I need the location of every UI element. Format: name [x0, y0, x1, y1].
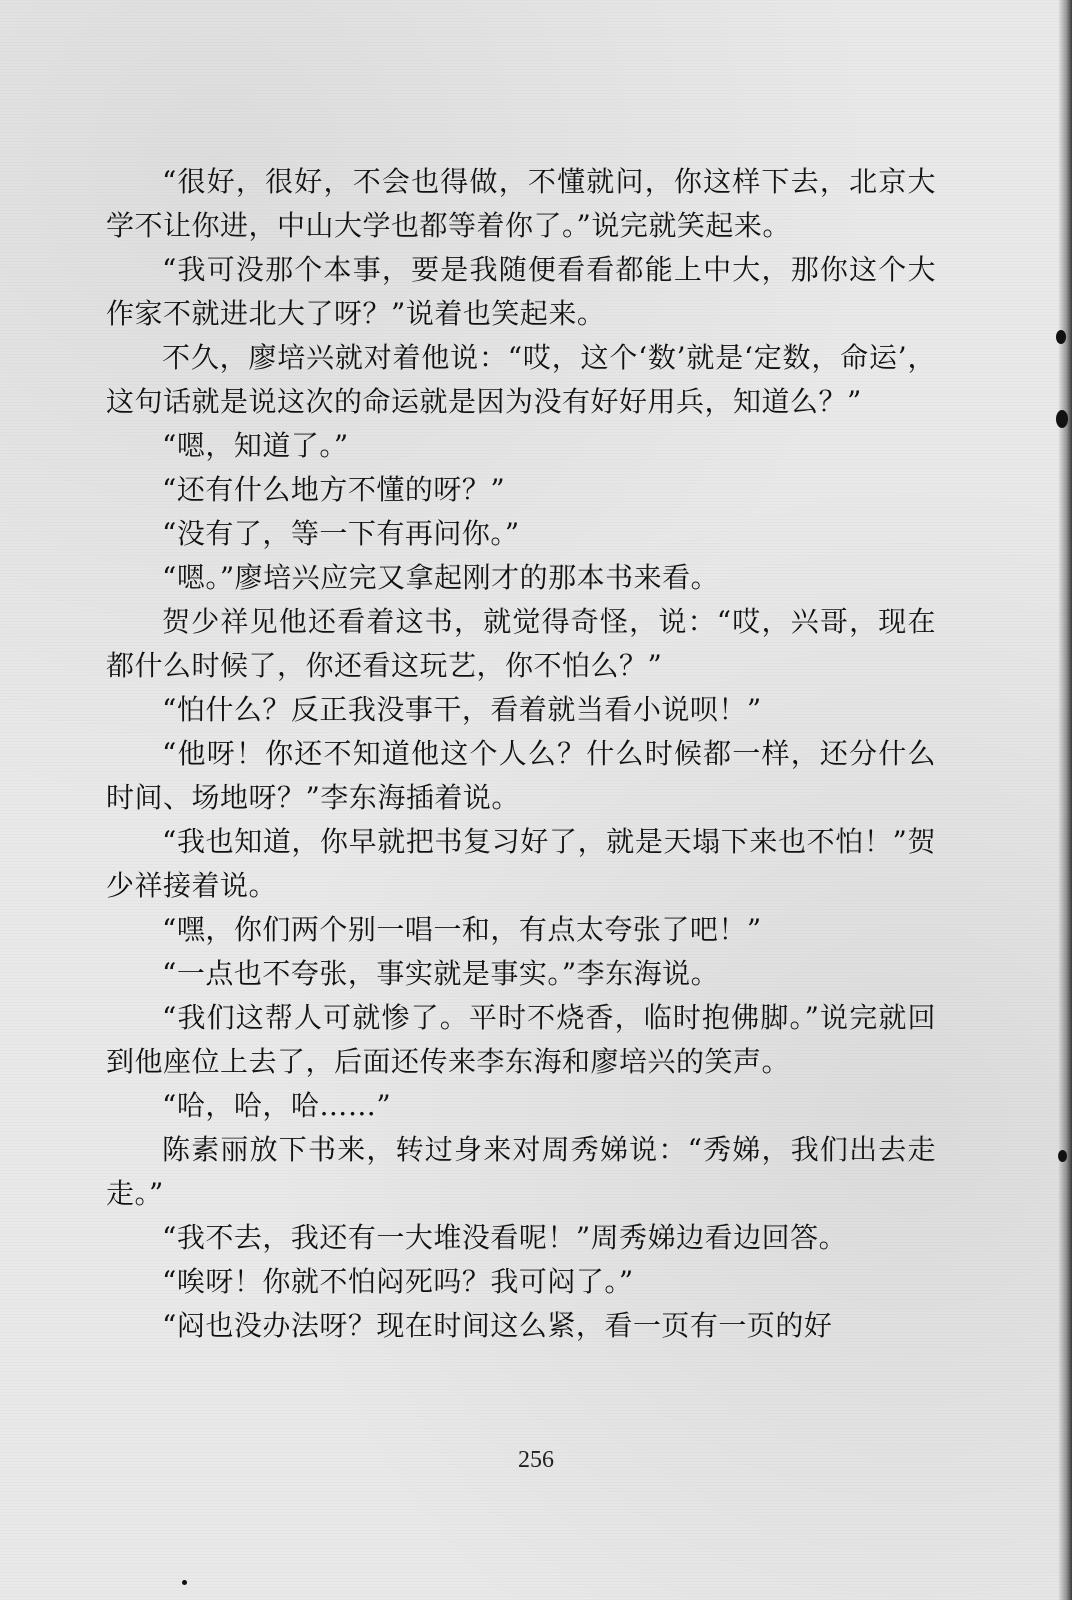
body-text	[106, 160, 936, 1348]
paragraph: “他呀！你还不知道他这个人么？什么时候都一样，还分什么时间、场地呀？”李东海插着说。	[106, 737, 936, 814]
paragraph: “我们这帮人可就惨了。平时不烧香，临时抱佛脚。”说完就回到他座位上去了，后面还传来李东海和廖培兴的笑声。	[106, 1001, 936, 1078]
paragraph: 贺少祥见他还看着这书，就觉得奇怪，说：“哎，兴哥，现在都什么时候了，你还看这玩艺，你不怕么？”	[106, 605, 936, 682]
paragraph: “我不去，我还有一大堆没看呢！”周秀娣边看边回答。	[162, 1221, 848, 1254]
page-edge-shadow	[1058, 0, 1072, 1600]
paragraph: “一点也不夸张，事实就是事实。”李东海说。	[162, 957, 720, 990]
paragraph: “嗯，知道了。”	[162, 429, 349, 462]
paragraph: 陈素丽放下书来，转过身来对周秀娣说：“秀娣，我们出去走走。”	[106, 1133, 936, 1210]
paragraph: “我也知道，你早就把书复习好了，就是天塌下来也不怕！”贺少祥接着说。	[106, 825, 936, 902]
paragraph: “哈，哈，哈……”	[162, 1089, 392, 1122]
paragraph: “没有了，等一下有再问你。”	[162, 517, 520, 550]
paragraph: “还有什么地方不懂的呀？”	[162, 473, 506, 506]
page-number: 256	[518, 1447, 554, 1473]
scan-speck	[1056, 330, 1066, 344]
paragraph: “怕什么？反正我没事干，看着就当看小说呗！”	[162, 693, 762, 726]
scan-speck	[1058, 1150, 1067, 1162]
paragraph: “很好，很好，不会也得做，不懂就问，你这样下去，北京大学不让你进，中山大学也都等着你了。”说完就笑起来。	[106, 165, 936, 242]
paragraph: “嗯。”廖培兴应完又拿起刚才的那本书来看。	[162, 561, 720, 594]
paragraph: “嘿，你们两个别一唱一和，有点太夸张了吧！”	[162, 913, 762, 946]
paragraph: “我可没那个本事，要是我随便看看都能上中大，那你这个大作家不就进北大了呀？”说着也笑起来。	[106, 253, 936, 330]
paragraph: 不久，廖培兴就对着他说：“哎，这个‘数’就是‘定数，命运’，这句话就是说这次的命运就是因为没有好好用兵，知道么？”	[106, 341, 936, 418]
scan-speck	[182, 1580, 187, 1585]
paragraph: “唉呀！你就不怕闷死吗？我可闷了。”	[162, 1265, 634, 1298]
scan-speck	[1056, 410, 1068, 428]
paragraph: “闷也没办法呀？现在时间这么紧，看一页有一页的好	[162, 1309, 833, 1342]
